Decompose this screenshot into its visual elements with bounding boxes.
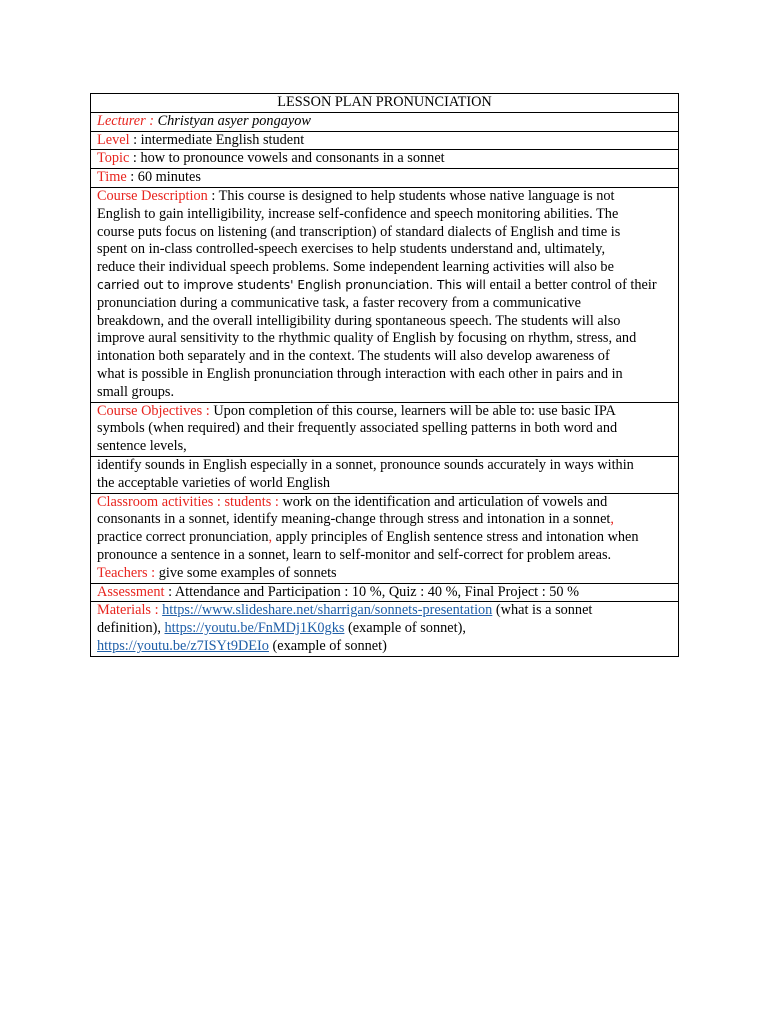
course-description-line: pronunciation during a communicative task, a faster recovery from a communicative	[97, 294, 581, 311]
teachers-line	[97, 565, 672, 583]
materials-row	[91, 602, 679, 656]
classroom-activities-row	[91, 493, 679, 583]
identify-sounds-cell	[91, 456, 679, 493]
lesson-plan-table	[90, 93, 679, 657]
assessment-cell	[91, 583, 679, 602]
youtube-link-1[interactable]: https://youtu.be/FnMDj1K0gks	[164, 620, 345, 637]
materials-note: definition),	[97, 620, 165, 637]
assessment-row	[91, 583, 679, 602]
youtube-link-2[interactable]: https://youtu.be/z7ISYt9DEIo	[97, 637, 269, 654]
course-description-line: breakdown, and the overall intelligibility during spontaneous speech. The students will also	[97, 312, 621, 329]
materials-label: Materials :	[97, 602, 163, 619]
materials-note: (example of sonnet),	[344, 620, 466, 637]
assessment-label: Assessment	[97, 583, 165, 600]
lecturer-label: Lecturer :	[97, 112, 158, 129]
time-label: Time	[97, 169, 127, 186]
assessment-value: : Attendance and Participation : 10 %, Quiz : 40 %, Final Project : 50 %	[164, 583, 580, 600]
identify-sounds-row	[91, 456, 679, 493]
course-description-line	[97, 277, 672, 295]
course-description-line: intonation both separately and in the context. The students will also develop awareness of	[97, 348, 610, 365]
course-description-line: small groups.	[97, 383, 175, 400]
time-cell	[91, 169, 679, 188]
slideshare-link[interactable]: https://www.slideshare.net/sharrigan/sonnets-presentation	[162, 602, 493, 619]
course-description-line: English to gain intelligibility, increase self-confidence and speech monitoring abilities. The	[97, 205, 619, 222]
course-description-line: improve aural sensitivity to the rhythmic quality of English by focusing on rhythm, stress, and	[97, 330, 637, 347]
materials-note: (example of sonnet)	[268, 637, 387, 654]
identify-sounds-line: identify sounds in English especially in a sonnet, pronounce sounds accurately in ways within	[97, 456, 634, 473]
classroom-activities-cell	[91, 493, 679, 583]
teachers-label: Teachers :	[97, 564, 159, 581]
course-description-text: : This course is designed to help students whose native language is not	[207, 187, 615, 204]
lesson-plan-title: LESSON PLAN PRONUNCIATION	[91, 94, 679, 113]
level-value: : intermediate English student	[129, 131, 305, 148]
classroom-activities-text: consonants in a sonnet, identify meaning-change through stress and intonation in a sonnet	[97, 511, 611, 528]
classroom-activities-line: pronounce a sentence in a sonnet, learn to self-monitor and self-correct for problem areas.	[97, 546, 612, 563]
course-objectives-line	[97, 403, 672, 421]
course-objectives-label: Course Objectives :	[97, 402, 214, 419]
level-label: Level	[97, 131, 130, 148]
identify-sounds-line: the acceptable varieties of world English	[97, 474, 331, 491]
course-objectives-cell	[91, 402, 679, 456]
classroom-activities-text: work on the identification and articulation of vowels and	[282, 493, 608, 510]
red-comma: ,	[268, 529, 273, 546]
topic-value: : how to pronounce vowels and consonants in a sonnet	[129, 150, 445, 167]
course-objectives-text: Upon completion of this course, learners will be able to: use basic IPA	[213, 402, 616, 419]
materials-note: (what is a sonnet	[492, 602, 593, 619]
course-description-line: course puts focus on listening (and transcription) of standard dialects of English and time is	[97, 223, 621, 240]
materials-cell	[91, 602, 679, 656]
materials-line	[97, 602, 672, 620]
course-description-line: spent on in-class controlled-speech exercises to help students understand and, ultimately,	[97, 241, 606, 258]
classroom-activities-line	[97, 529, 672, 547]
course-description-row	[91, 187, 679, 402]
course-description-text: entail a better control of their	[485, 276, 657, 293]
classroom-activities-text: practice correct pronunciation	[97, 529, 269, 546]
materials-line	[97, 638, 672, 656]
course-objectives-line: sentence levels,	[97, 438, 187, 455]
course-description-cell	[91, 187, 679, 402]
red-comma: ,	[610, 511, 614, 528]
title-row	[91, 94, 679, 113]
materials-line	[97, 620, 672, 638]
classroom-activities-line	[97, 494, 672, 512]
time-row	[91, 169, 679, 188]
level-cell	[91, 131, 679, 150]
course-description-line	[97, 188, 672, 206]
topic-cell	[91, 150, 679, 169]
classroom-activities-line	[97, 511, 672, 529]
course-description-line: reduce their individual speech problems. Some independent learning activities will also be	[97, 259, 614, 276]
topic-row	[91, 150, 679, 169]
time-value: : 60 minutes	[126, 169, 201, 186]
level-row	[91, 131, 679, 150]
topic-label: Topic	[97, 150, 130, 167]
course-description-line: what is possible in English pronunciation through interaction with each other in pairs and in	[97, 365, 623, 382]
course-objectives-line: symbols (when required) and their frequently associated spelling patterns in both word and	[97, 420, 618, 437]
classroom-activities-text: apply principles of English sentence stress and intonation when	[272, 529, 639, 546]
course-description-mixed-font-text: carried out to improve students' English pronunciation. This will	[97, 277, 486, 292]
lecturer-cell	[91, 112, 679, 131]
course-description-label: Course Description	[97, 187, 208, 204]
classroom-activities-label: Classroom activities : students :	[97, 493, 283, 510]
course-objectives-row	[91, 402, 679, 456]
lecturer-row	[91, 112, 679, 131]
lecturer-value: Christyan asyer pongayow	[157, 112, 311, 129]
teachers-value: give some examples of sonnets	[158, 564, 337, 581]
